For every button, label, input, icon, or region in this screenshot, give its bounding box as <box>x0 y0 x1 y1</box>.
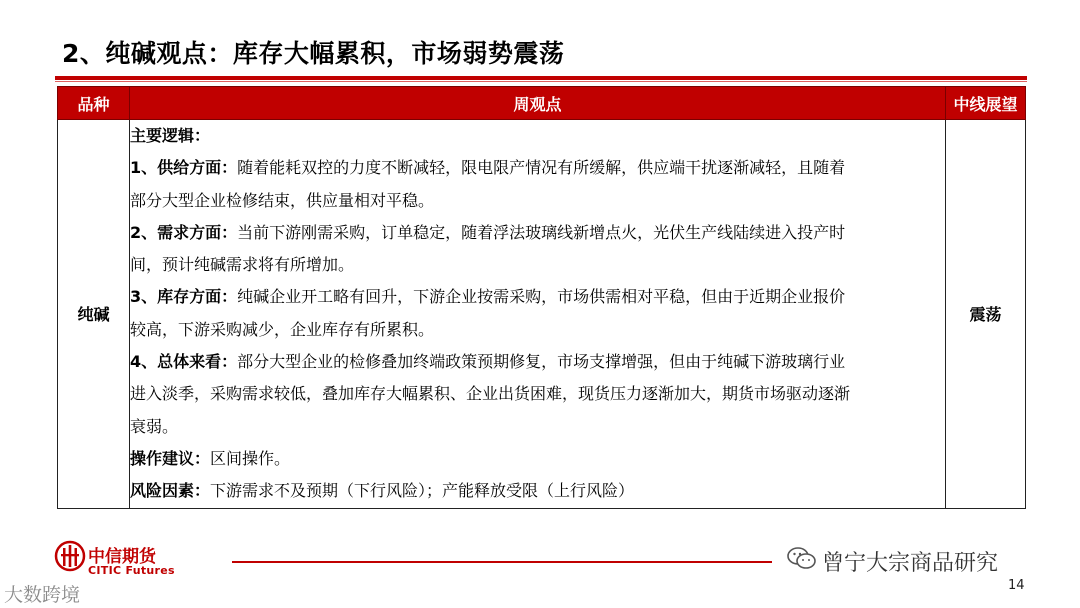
slide-title: 2、纯碱观点：库存大幅累积，市场弱势震荡 <box>62 39 565 68</box>
line-text: 纯碱企业开工略有回升，下游企业按需采购，市场供需相对平稳，但由于近期企业报价 <box>237 287 846 307</box>
line-text: 随着能耗双控的力度不断减轻，限电限产情况有所缓解，供应端干扰逐渐减轻，且随着 <box>237 158 846 178</box>
content-line <box>130 185 945 217</box>
content-line <box>130 378 945 410</box>
watermark: 大数跨境 <box>4 584 81 606</box>
line-text: 进入淡季，采购需求较低，叠加库存大幅累积、企业出货困难，现货压力逐渐加大，期货市场驱动逐渐 <box>130 384 851 404</box>
content-line <box>130 475 945 507</box>
line-text: 下游需求不及预期（下行风险）；产能释放受限（上行风险） <box>210 481 635 501</box>
title-divider <box>55 76 1027 80</box>
logo-chinese-name: 中信期货 <box>88 547 156 567</box>
table-row <box>58 120 1026 509</box>
citic-logo-icon <box>54 540 86 576</box>
wechat-account-name: 曾宁大宗商品研究 <box>822 551 999 576</box>
outlook-cell: 震荡 <box>946 120 1026 509</box>
line-heading: 操作建议： <box>130 448 211 468</box>
content-line <box>130 281 945 313</box>
content-line <box>130 314 945 346</box>
line-text: 当前下游刚需采购，订单稳定，随着浮法玻璃线新增点火，光伏生产线陆续进入投产时 <box>237 222 846 242</box>
header-variety: 品种 <box>58 87 130 120</box>
wechat-icon <box>787 546 817 576</box>
content-line <box>130 120 945 152</box>
line-heading: 3、库存方面： <box>130 287 238 307</box>
content-line <box>130 443 945 475</box>
content-line <box>130 249 945 281</box>
line-text: 间，预计纯碱需求将有所增加。 <box>130 255 355 275</box>
line-text: 较高，下游采购减少，企业库存有所累积。 <box>130 319 435 339</box>
content-line <box>130 411 945 443</box>
content-line <box>130 152 945 184</box>
line-heading: 2、需求方面： <box>130 222 238 242</box>
line-text: 部分大型企业检修结束，供应量相对平稳。 <box>130 190 435 210</box>
line-heading: 4、总体来看： <box>130 352 238 372</box>
table-header-row <box>58 87 1026 120</box>
line-text: 区间操作。 <box>210 448 291 468</box>
title-divider-thin <box>55 81 1027 82</box>
header-weekly-view: 周观点 <box>130 87 946 120</box>
content-line <box>130 346 945 378</box>
line-text: 部分大型企业的检修叠加终端政策预期修复，市场支撑增强，但由于纯碱下游玻璃行业 <box>237 352 846 372</box>
line-text: 衰弱。 <box>130 416 179 436</box>
footer-divider <box>232 561 772 563</box>
line-heading: 1、供给方面： <box>130 158 238 178</box>
variety-cell: 纯碱 <box>58 120 130 509</box>
content-line <box>130 217 945 249</box>
header-midterm-outlook: 中线展望 <box>946 87 1026 120</box>
weekly-view-cell <box>130 120 946 509</box>
line-heading: 风险因素： <box>130 481 211 501</box>
page-number: 14 <box>1008 578 1025 593</box>
view-table <box>57 86 1026 509</box>
logo-english-name: CITIC Futures <box>88 564 175 577</box>
line-heading: 主要逻辑： <box>130 126 211 145</box>
